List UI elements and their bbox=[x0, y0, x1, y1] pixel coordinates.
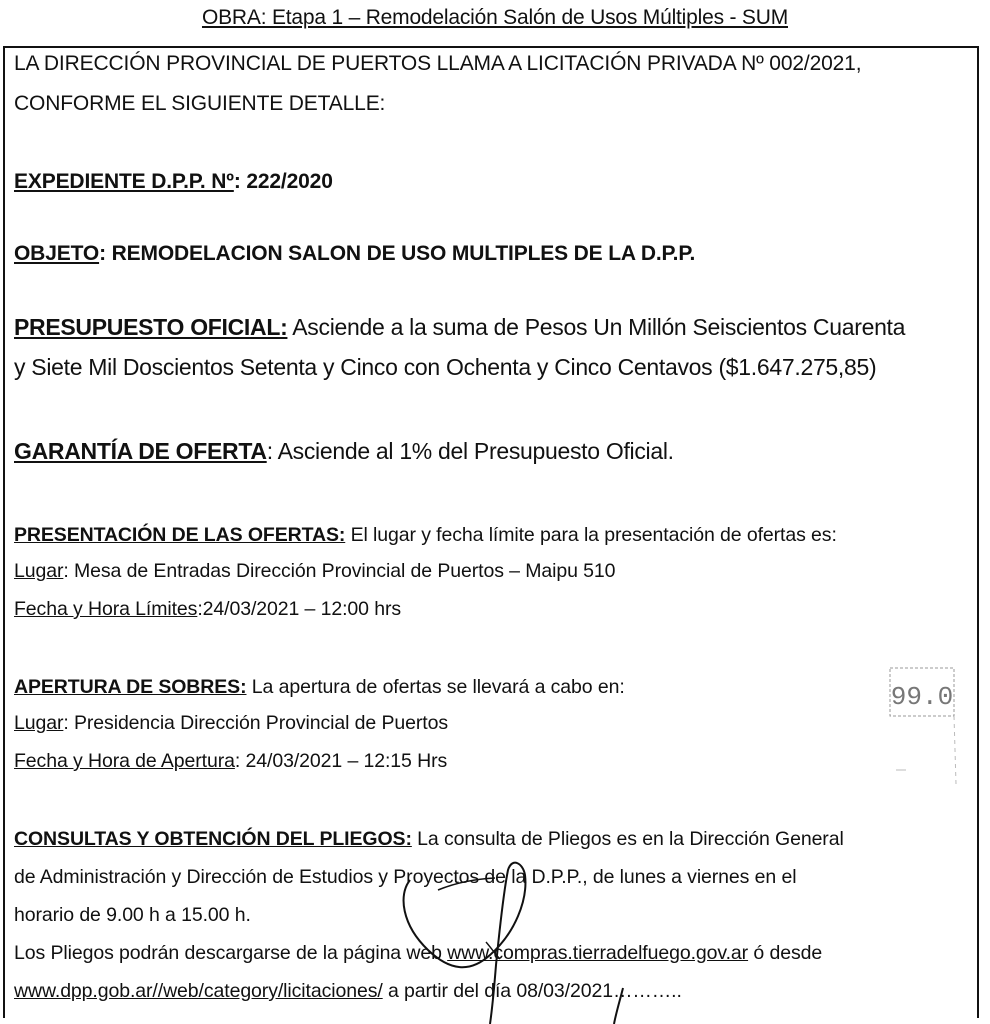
apertura-value: La apertura de ofertas se llevará a cabo en: bbox=[246, 676, 625, 698]
document-frame bbox=[3, 46, 979, 1018]
presentacion-value: El lugar y fecha límite para la presentación de ofertas es: bbox=[345, 524, 837, 546]
apertura-fecha-value: : 24/03/2021 – 12:15 Hrs bbox=[234, 750, 448, 772]
presentacion-lugar-label: Lugar bbox=[14, 560, 64, 582]
intro-line-1: LA DIRECCIÓN PROVINCIAL DE PUERTOS LLAMA A LICITACIÓN PRIVADA Nº 002/2021, bbox=[14, 52, 862, 75]
apertura-lugar-value: : Presidencia Dirección Provincial de Puertos bbox=[63, 712, 448, 734]
presupuesto-line-1 bbox=[14, 314, 905, 341]
presupuesto-line-2: y Siete Mil Doscientos Setenta y Cinco con Ochenta y Cinco Centavos ($1.647.275,85) bbox=[14, 354, 877, 380]
presentacion-fecha-value: :24/03/2021 – 12:00 hrs bbox=[197, 598, 402, 620]
consultas-line-1 bbox=[14, 828, 844, 851]
presupuesto-label: PRESUPUESTO OFICIAL: bbox=[14, 314, 288, 340]
dpp-url-link[interactable]: www.dpp.gob.ar//web/category/licitaciones/ bbox=[14, 980, 383, 1002]
objeto-label: OBJETO bbox=[14, 242, 100, 265]
garantia-line bbox=[14, 438, 674, 465]
apertura-fecha-label: Fecha y Hora de Apertura bbox=[14, 750, 235, 772]
garantia-value: : Asciende al 1% del Presupuesto Oficial. bbox=[266, 438, 674, 464]
apertura-lugar-label: Lugar bbox=[14, 712, 64, 734]
presentacion-label: PRESENTACIÓN DE LAS OFERTAS: bbox=[14, 524, 346, 546]
presentacion-lugar-value: : Mesa de Entradas Dirección Provincial de Puertos – Maipu 510 bbox=[63, 560, 616, 582]
apertura-label: APERTURA DE SOBRES: bbox=[14, 676, 247, 698]
consultas-line-5 bbox=[14, 980, 682, 1003]
presentacion-fecha-label: Fecha y Hora Límites bbox=[14, 598, 198, 620]
compras-url-link[interactable]: www.compras.tierradelfuego.gov.ar bbox=[447, 942, 749, 964]
apertura-fecha-line bbox=[14, 750, 447, 773]
obra-title: OBRA: Etapa 1 – Remodelación Salón de Usos Múltiples - SUM bbox=[201, 6, 788, 29]
consultas-line-4 bbox=[14, 942, 822, 965]
garantia-label: GARANTÍA DE OFERTA bbox=[14, 438, 267, 464]
consultas-line-4-pre: Los Pliegos podrán descargarse de la página web bbox=[14, 942, 448, 964]
presentacion-lugar-line bbox=[14, 560, 615, 583]
presentacion-line bbox=[14, 524, 837, 547]
intro-line-2: CONFORME EL SIGUIENTE DETALLE: bbox=[14, 92, 386, 115]
apertura-lugar-line bbox=[14, 712, 448, 735]
expediente-label: EXPEDIENTE D.P.P. Nº bbox=[14, 170, 234, 193]
consultas-line-5-post: a partir del día 08/03/2021……….. bbox=[382, 980, 682, 1002]
expediente-value: : 222/2020 bbox=[233, 170, 333, 193]
objeto-line bbox=[14, 242, 695, 266]
consultas-line-2: de Administración y Dirección de Estudios y Proyectos de la D.P.P., de lunes a viernes en el bbox=[14, 866, 797, 888]
stamp-icon bbox=[886, 666, 958, 786]
consultas-label: CONSULTAS Y OBTENCIÓN DEL PLIEGOS: bbox=[14, 828, 412, 850]
objeto-value: : REMODELACION SALON DE USO MULTIPLES DE LA D.P.P. bbox=[99, 242, 696, 265]
presentacion-fecha-line bbox=[14, 598, 401, 621]
stamp-number: 99.0 bbox=[890, 682, 954, 712]
expediente-line bbox=[14, 170, 333, 194]
consultas-line-4-post: ó desde bbox=[748, 942, 823, 964]
consultas-value-1: La consulta de Pliegos es en la Dirección General bbox=[411, 828, 844, 850]
presupuesto-value-1: Asciende a la suma de Pesos Un Millón Seiscientos Cuarenta bbox=[287, 314, 906, 340]
apertura-line bbox=[14, 676, 625, 699]
consultas-line-3: horario de 9.00 h a 15.00 h. bbox=[14, 904, 251, 926]
